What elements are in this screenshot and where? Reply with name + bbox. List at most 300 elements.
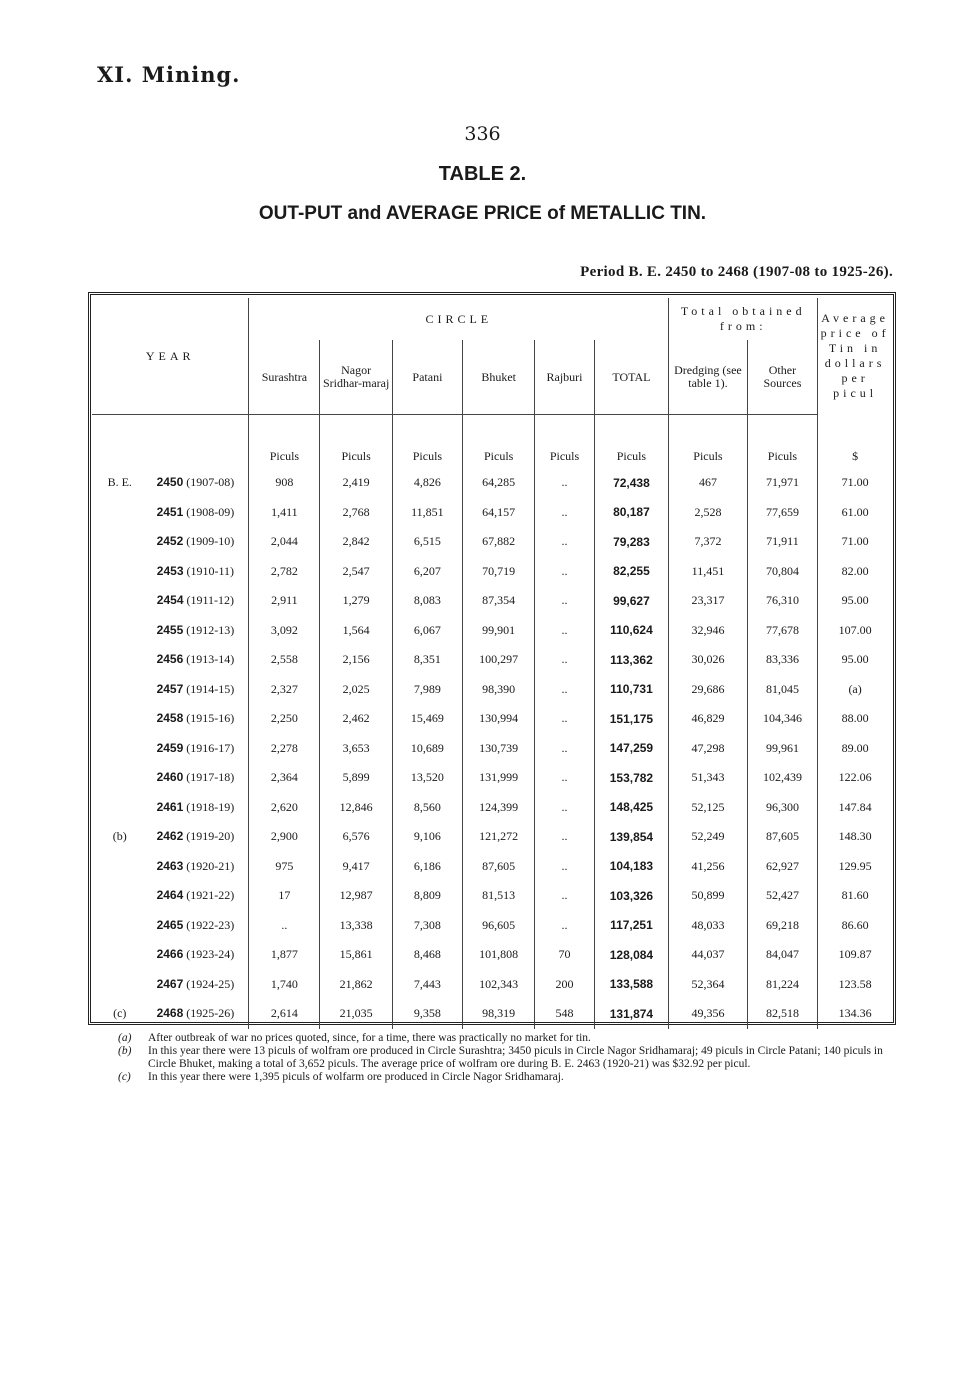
surashtra-cell: 3,092 <box>270 622 298 637</box>
year-number: 2463 <box>156 858 184 873</box>
other-cell: 69,218 <box>747 911 818 941</box>
table-row <box>92 704 892 734</box>
total-cell: 72,438 <box>594 468 669 498</box>
year-number: 2466 <box>156 947 184 962</box>
table-label: TABLE 2. <box>438 163 527 185</box>
unit-label: Piculs <box>320 415 392 469</box>
footnote-text: After outbreak of war no prices quoted, since, for a time, there was practically no market for tin. <box>148 1032 591 1044</box>
nagor-cell: 5,899 <box>320 763 392 793</box>
total-cell: 104,183 <box>594 852 669 882</box>
bhuket-cell: 102,343 <box>462 970 534 1000</box>
year-period: (1909-10) <box>186 534 235 549</box>
rajburi-cell: .. <box>535 557 594 587</box>
dredging-cell: 51,343 <box>691 770 725 785</box>
year-number: 2455 <box>156 622 184 637</box>
footnotes <box>118 1032 903 1084</box>
dredging-cell: 52,125 <box>691 799 725 814</box>
year-number: 2458 <box>156 711 184 726</box>
unit-label: Piculs <box>392 415 462 469</box>
other-cell: 87,605 <box>747 822 818 852</box>
year-period: (1911-12) <box>186 593 235 608</box>
bhuket-cell: 87,605 <box>462 852 534 882</box>
year-cell <box>142 645 248 675</box>
other-cell: 62,927 <box>747 852 818 882</box>
patani-cell: 13,520 <box>392 763 462 793</box>
dredging-cell: 11,451 <box>691 563 725 578</box>
price-cell: 147.84 <box>838 799 872 814</box>
patani-cell: 8,809 <box>392 881 462 911</box>
year-period: (1908-09) <box>186 504 235 519</box>
other-cell: 99,961 <box>747 734 818 764</box>
surashtra-cell: 1,411 <box>271 504 298 519</box>
year-period: (1915-16) <box>186 711 235 726</box>
year-number: 2452 <box>156 534 184 549</box>
dredging-cell: 32,946 <box>691 622 725 637</box>
price-cell: 134.36 <box>838 1006 872 1021</box>
price-cell: 82.00 <box>841 563 869 578</box>
nagor-cell: 2,462 <box>320 704 392 734</box>
year-cell <box>142 852 248 882</box>
row-label <box>92 498 142 528</box>
nagor-cell: 2,842 <box>320 527 392 557</box>
year-number: 2460 <box>156 770 184 785</box>
footnote <box>118 1032 903 1045</box>
other-cell: 96,300 <box>747 793 818 823</box>
other-cell: 81,045 <box>747 675 818 705</box>
patani-cell: 4,826 <box>392 468 462 498</box>
nagor-cell: 2,419 <box>320 468 392 498</box>
bhuket-cell: 64,157 <box>462 498 534 528</box>
patani-cell: 9,106 <box>392 822 462 852</box>
price-header: Average price of Tin in dollars per picul <box>820 311 890 401</box>
patani-cell: 6,515 <box>392 527 462 557</box>
year-cell <box>142 704 248 734</box>
row-label <box>92 586 142 616</box>
rajburi-header: Rajburi <box>535 340 594 415</box>
year-cell <box>142 970 248 1000</box>
year-cell <box>142 527 248 557</box>
bhuket-cell: 67,882 <box>462 527 534 557</box>
row-label <box>92 763 142 793</box>
price-cell: 95.00 <box>841 593 869 608</box>
other-cell: 83,336 <box>747 645 818 675</box>
row-label <box>92 616 142 646</box>
bhuket-cell: 121,272 <box>462 822 534 852</box>
row-label <box>92 675 142 705</box>
year-period: (1924-25) <box>186 976 235 991</box>
year-header: YEAR <box>92 298 249 415</box>
dredging-cell: 46,829 <box>691 711 725 726</box>
year-cell <box>142 498 248 528</box>
footnote-mark: (c) <box>118 1071 131 1083</box>
rajburi-cell: .. <box>535 763 594 793</box>
year-number: 2459 <box>156 740 184 755</box>
nagor-cell: 3,653 <box>320 734 392 764</box>
nagor-cell: 2,156 <box>320 645 392 675</box>
dredging-cell: 49,356 <box>691 1006 725 1021</box>
nagor-cell: 12,846 <box>320 793 392 823</box>
table-title: OUT-PUT and AVERAGE PRICE of METALLIC TIN. <box>258 203 707 224</box>
price-cell: 109.87 <box>838 947 872 962</box>
table-row <box>92 881 892 911</box>
nagor-cell: 21,035 <box>320 999 392 1029</box>
other-cell: 102,439 <box>747 763 818 793</box>
table-row <box>92 498 892 528</box>
patani-header: Patani <box>392 340 462 415</box>
nagor-cell: 12,987 <box>320 881 392 911</box>
rajburi-cell: 548 <box>535 999 594 1029</box>
patani-cell: 9,358 <box>392 999 462 1029</box>
surashtra-cell: .. <box>281 917 288 932</box>
year-period: (1907-08) <box>186 475 235 490</box>
table-row <box>92 822 892 852</box>
table-row <box>92 970 892 1000</box>
other-cell: 77,678 <box>747 616 818 646</box>
table-row <box>92 616 892 646</box>
surashtra-cell: 2,044 <box>270 534 298 549</box>
price-cell: 71.00 <box>841 475 869 490</box>
total-cell: 153,782 <box>594 763 669 793</box>
price-cell: 107.00 <box>838 622 872 637</box>
row-label <box>92 557 142 587</box>
surashtra-cell: 2,900 <box>270 829 298 844</box>
year-number: 2451 <box>156 504 184 519</box>
nagor-cell: 2,025 <box>320 675 392 705</box>
price-cell: 86.60 <box>841 917 869 932</box>
year-number: 2462 <box>156 829 184 844</box>
footnote-text: In this year there were 13 piculs of wolfram ore produced in Circle Surashtra; 3450 piculs in Circle Nagor Sridhamaraj; 49 piculs in Circle Patani; 140 piculs in Circle Bhuket, making a total of 3,652 piculs. The average price of wolfram ore during B. E. 2463 (1920-21) was $32.92 per picul. <box>148 1045 883 1070</box>
price-cell: 81.60 <box>841 888 869 903</box>
year-cell <box>142 911 248 941</box>
bhuket-cell: 70,719 <box>462 557 534 587</box>
total-cell: 148,425 <box>594 793 669 823</box>
other-cell: 84,047 <box>747 940 818 970</box>
nagor-cell: 13,338 <box>320 911 392 941</box>
footnote <box>118 1045 903 1071</box>
footnote-mark: (a) <box>118 1032 132 1044</box>
table-row <box>92 468 892 498</box>
rajburi-cell: .. <box>535 498 594 528</box>
circle-header: CIRCLE <box>249 298 669 340</box>
year-cell <box>142 822 248 852</box>
table-row <box>92 557 892 587</box>
row-label: B. E. <box>107 475 132 490</box>
year-cell <box>142 793 248 823</box>
row-label <box>92 645 142 675</box>
year-period: (1925-26) <box>186 1006 235 1021</box>
table-row <box>92 911 892 941</box>
dredging-cell: 30,026 <box>691 652 725 667</box>
row-label <box>92 793 142 823</box>
surashtra-cell: 2,614 <box>270 1006 298 1021</box>
rajburi-cell: .. <box>535 616 594 646</box>
unit-label: Piculs <box>462 415 534 469</box>
rajburi-cell: .. <box>535 704 594 734</box>
bhuket-header: Bhuket <box>462 340 534 415</box>
year-period: (1914-15) <box>186 681 235 696</box>
unit-label: $ <box>852 449 859 463</box>
row-label <box>92 970 142 1000</box>
row-label: (b) <box>112 829 127 844</box>
unit-label: Piculs <box>269 449 300 463</box>
bhuket-cell: 100,297 <box>462 645 534 675</box>
dredging-cell: 467 <box>698 475 717 490</box>
price-cell: 61.00 <box>841 504 869 519</box>
footnote-mark: (b) <box>118 1045 132 1057</box>
patani-cell: 8,560 <box>392 793 462 823</box>
surashtra-cell: 1,740 <box>270 976 298 991</box>
dredging-cell: 50,899 <box>691 888 725 903</box>
surashtra-cell: 2,911 <box>271 593 298 608</box>
table-row <box>92 940 892 970</box>
patani-cell: 7,989 <box>392 675 462 705</box>
price-cell: 89.00 <box>841 740 869 755</box>
rajburi-cell: .. <box>535 468 594 498</box>
year-period: (1912-13) <box>186 622 235 637</box>
total-cell: 110,731 <box>594 675 669 705</box>
other-cell: 52,427 <box>747 881 818 911</box>
total-cell: 117,251 <box>594 911 669 941</box>
year-number: 2464 <box>156 888 184 903</box>
year-period: (1922-23) <box>186 917 235 932</box>
total-cell: 110,624 <box>594 616 669 646</box>
nagor-cell: 15,861 <box>320 940 392 970</box>
row-label <box>92 940 142 970</box>
rajburi-cell: 200 <box>535 970 594 1000</box>
price-cell: 148.30 <box>838 829 872 844</box>
year-cell <box>142 763 248 793</box>
surashtra-cell: 2,620 <box>270 799 298 814</box>
price-cell: 88.00 <box>841 711 869 726</box>
year-number: 2454 <box>156 593 184 608</box>
unit-label: Piculs <box>594 415 669 469</box>
bhuket-cell: 99,901 <box>462 616 534 646</box>
other-cell: 77,659 <box>747 498 818 528</box>
rajburi-cell: .. <box>535 527 594 557</box>
year-period: (1919-20) <box>186 829 235 844</box>
year-cell <box>142 675 248 705</box>
year-number: 2465 <box>156 917 184 932</box>
rajburi-cell: .. <box>535 675 594 705</box>
year-cell <box>142 468 248 498</box>
table-row <box>92 999 892 1029</box>
patani-cell: 8,351 <box>392 645 462 675</box>
year-number: 2453 <box>156 563 184 578</box>
surashtra-cell: 2,327 <box>270 681 298 696</box>
rajburi-cell: .. <box>535 734 594 764</box>
total-cell: 128,084 <box>594 940 669 970</box>
total-cell: 147,259 <box>594 734 669 764</box>
year-period: (1916-17) <box>186 740 235 755</box>
year-number: 2456 <box>156 652 184 667</box>
price-cell: 71.00 <box>841 534 869 549</box>
page-number: 336 <box>464 123 501 145</box>
row-label: (c) <box>113 1006 127 1021</box>
other-cell: 82,518 <box>747 999 818 1029</box>
rajburi-cell: .. <box>535 822 594 852</box>
row-label <box>92 734 142 764</box>
year-number: 2467 <box>156 976 184 991</box>
row-label <box>92 881 142 911</box>
other-cell: 71,971 <box>747 468 818 498</box>
total-cell: 82,255 <box>594 557 669 587</box>
other-cell: 71,911 <box>747 527 818 557</box>
bhuket-cell: 64,285 <box>462 468 534 498</box>
bhuket-cell: 81,513 <box>462 881 534 911</box>
table-row <box>92 734 892 764</box>
year-cell <box>142 586 248 616</box>
rajburi-cell: 70 <box>535 940 594 970</box>
section-heading: XI. Mining. <box>97 62 241 87</box>
nagor-cell: 9,417 <box>320 852 392 882</box>
dredging-header: Dredging (see table 1). <box>669 340 747 415</box>
nagor-header: Nagor Sridhar-maraj <box>320 340 392 415</box>
unit-label: Piculs <box>535 415 594 469</box>
bhuket-cell: 101,808 <box>462 940 534 970</box>
row-label <box>92 911 142 941</box>
unit-label: Piculs <box>693 449 723 463</box>
total-cell: 80,187 <box>594 498 669 528</box>
row-label <box>92 527 142 557</box>
bhuket-cell: 130,739 <box>462 734 534 764</box>
nagor-cell: 21,862 <box>320 970 392 1000</box>
bhuket-cell: 98,390 <box>462 675 534 705</box>
patani-cell: 7,308 <box>392 911 462 941</box>
surashtra-cell: 2,782 <box>270 563 298 578</box>
year-number: 2468 <box>156 1006 184 1021</box>
other-cell: 104,346 <box>747 704 818 734</box>
bhuket-cell: 98,319 <box>462 999 534 1029</box>
year-period: (1921-22) <box>186 888 235 903</box>
surashtra-cell: 975 <box>275 858 294 873</box>
patani-cell: 11,851 <box>392 498 462 528</box>
table-row <box>92 675 892 705</box>
year-cell <box>142 940 248 970</box>
year-period: (1918-19) <box>186 799 235 814</box>
nagor-cell: 2,547 <box>320 557 392 587</box>
patani-cell: 7,443 <box>392 970 462 1000</box>
surashtra-cell: 908 <box>275 475 294 490</box>
total-cell: 79,283 <box>594 527 669 557</box>
unit-label: Piculs <box>747 415 818 469</box>
total-cell: 99,627 <box>594 586 669 616</box>
nagor-cell: 2,768 <box>320 498 392 528</box>
footnote-text: In this year there were 1,395 piculs of wolfarm ore produced in Circle Nagor Sridhamaraj. <box>148 1071 564 1083</box>
year-cell <box>142 881 248 911</box>
year-number: 2457 <box>156 681 184 696</box>
surashtra-cell: 2,278 <box>270 740 298 755</box>
total-cell: 113,362 <box>594 645 669 675</box>
dredging-cell: 2,528 <box>694 504 722 519</box>
other-cell: 81,224 <box>747 970 818 1000</box>
price-cell: 123.58 <box>838 976 872 991</box>
patani-cell: 6,207 <box>392 557 462 587</box>
year-cell <box>142 616 248 646</box>
dredging-cell: 48,033 <box>691 917 725 932</box>
patani-cell: 8,468 <box>392 940 462 970</box>
other-cell: 76,310 <box>747 586 818 616</box>
total-cell: 133,588 <box>594 970 669 1000</box>
year-number: 2461 <box>156 799 184 814</box>
table-row <box>92 527 892 557</box>
dredging-cell: 47,298 <box>691 740 725 755</box>
dredging-cell: 52,364 <box>691 976 725 991</box>
price-cell: 122.06 <box>838 770 872 785</box>
table-row <box>92 852 892 882</box>
rajburi-cell: .. <box>535 852 594 882</box>
year-cell <box>142 734 248 764</box>
dredging-cell: 52,249 <box>691 829 725 844</box>
total-cell: 139,854 <box>594 822 669 852</box>
table-row <box>92 763 892 793</box>
row-label <box>92 704 142 734</box>
year-cell <box>142 557 248 587</box>
total-cell: 103,326 <box>594 881 669 911</box>
price-cell: (a) <box>848 681 862 696</box>
price-cell: 95.00 <box>841 652 869 667</box>
surashtra-cell: 1,877 <box>270 947 298 962</box>
bhuket-cell: 87,354 <box>462 586 534 616</box>
nagor-cell: 1,279 <box>320 586 392 616</box>
dredging-cell: 44,037 <box>691 947 725 962</box>
rajburi-cell: .. <box>535 911 594 941</box>
footnote <box>118 1071 903 1084</box>
bhuket-cell: 96,605 <box>462 911 534 941</box>
bhuket-cell: 124,399 <box>462 793 534 823</box>
year-period: (1917-18) <box>186 770 235 785</box>
nagor-cell: 6,576 <box>320 822 392 852</box>
surashtra-cell: 17 <box>278 888 291 903</box>
bhuket-cell: 130,994 <box>462 704 534 734</box>
table-row <box>92 586 892 616</box>
rajburi-cell: .. <box>535 881 594 911</box>
year-number: 2450 <box>156 475 184 490</box>
dredging-cell: 29,686 <box>691 681 725 696</box>
nagor-cell: 1,564 <box>320 616 392 646</box>
year-period: (1910-11) <box>186 563 235 578</box>
price-cell: 129.95 <box>838 858 872 873</box>
year-period: (1920-21) <box>186 858 235 873</box>
other-sources-header: Other Sources <box>747 340 818 415</box>
rajburi-cell: .. <box>535 645 594 675</box>
patani-cell: 15,469 <box>392 704 462 734</box>
total-obtained-header: Total obtained from: <box>669 298 818 340</box>
year-cell <box>142 999 248 1029</box>
surashtra-header: Surashtra <box>249 340 320 415</box>
period-caption: Period B. E. 2450 to 2468 (1907-08 to 1925-26). <box>580 264 893 280</box>
table-row <box>92 793 892 823</box>
total-header: TOTAL <box>594 340 669 415</box>
patani-cell: 10,689 <box>392 734 462 764</box>
surashtra-cell: 2,364 <box>270 770 298 785</box>
patani-cell: 6,067 <box>392 616 462 646</box>
year-period: (1923-24) <box>186 947 235 962</box>
tin-output-table <box>92 298 892 1029</box>
total-cell: 151,175 <box>594 704 669 734</box>
table-row <box>92 645 892 675</box>
surashtra-cell: 2,250 <box>270 711 298 726</box>
dredging-cell: 7,372 <box>694 534 722 549</box>
bhuket-cell: 131,999 <box>462 763 534 793</box>
total-cell: 131,874 <box>594 999 669 1029</box>
dredging-cell: 23,317 <box>691 593 725 608</box>
other-cell: 70,804 <box>747 557 818 587</box>
rajburi-cell: .. <box>535 586 594 616</box>
row-label <box>92 852 142 882</box>
surashtra-cell: 2,558 <box>270 652 298 667</box>
patani-cell: 8,083 <box>392 586 462 616</box>
dredging-cell: 41,256 <box>691 858 725 873</box>
